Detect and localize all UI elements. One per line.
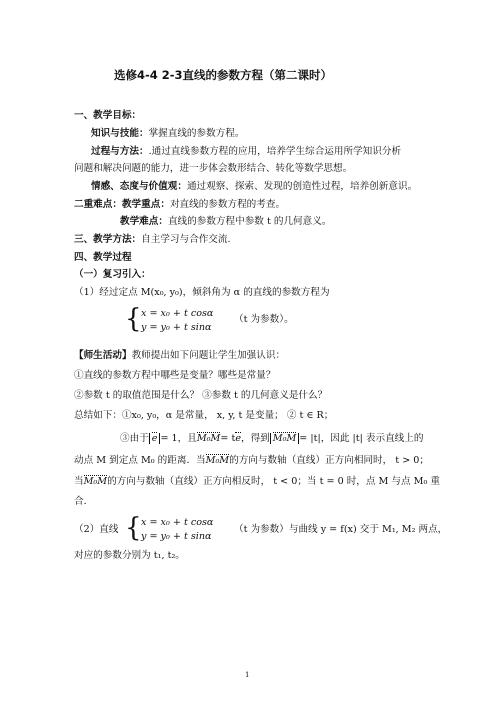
teaching-method-text: 自主学习与合作交流.	[141, 234, 231, 245]
page-number: 1	[245, 671, 250, 679]
ask-2: ②参数 t 的取值范围是什么？ ③参数 t 的几何意义是什么？	[74, 390, 328, 401]
equation-1-line-2: y = y₀ + t sinα	[141, 322, 212, 333]
summary-2-part-b: = 1，且	[160, 433, 197, 444]
question-1: （1）经过定点 M(x₀, y₀)，倾斜角为 α 的直线的参数方程为	[74, 287, 330, 298]
equation-1-line-1: x = x₀ + t cosα	[141, 308, 214, 319]
difficult-points	[120, 216, 331, 228]
vector-m0m-2: M₀M	[272, 433, 297, 444]
goal-process-label: 过程与方法：	[91, 146, 149, 157]
summary-2-part-d: ，得到	[241, 433, 270, 444]
equation-2-line-1: x = x₀ + t cosα	[141, 517, 214, 528]
goal-process-continued: 问题和解决问题的能力，进一步体会数形结合、转化等数学思想。	[74, 163, 353, 174]
left-brace-icon-2: {	[125, 513, 142, 543]
question-2-prefix: （2）直线	[74, 524, 119, 535]
summary-3-part-b: 的方向与数轴（直线）正方向相同时， t > 0；	[229, 455, 429, 466]
vector-m0m-4: M₀M	[83, 476, 108, 487]
key-points	[74, 199, 285, 211]
unit-vector-e-2: e	[235, 433, 241, 444]
summary-2-part-c: = t	[220, 433, 236, 444]
goal-knowledge	[91, 128, 245, 140]
activity	[74, 350, 285, 362]
goal-attitude-label: 情感、态度与价值观：	[91, 181, 187, 192]
goal-knowledge-text: 掌握直线的参数方程。	[148, 128, 245, 139]
goal-knowledge-label: 知识与技能：	[91, 128, 149, 139]
difficult-points-label: 教学难点：	[120, 216, 168, 227]
goal-process-text: .通过直线参数方程的应用，培养学生综合运用所学知识分析	[148, 146, 402, 157]
summary-line-2	[120, 433, 423, 445]
activity-label: 【师生活动】	[74, 350, 132, 361]
subsection-review: （一）复习引入：	[74, 269, 151, 280]
summary-2-part-a: ③由于	[120, 433, 149, 444]
summary-4-part-b: 的方向与数轴（直线）正方向相反时， t < 0；当 t = 0 时，点 M 与点 M₀ 重	[107, 476, 440, 487]
section-heading-process: 四、教学过程	[74, 252, 132, 263]
summary-4-prefix: 当	[74, 476, 84, 487]
vector-m0m-3: M₀M	[205, 455, 230, 466]
left-brace-icon: {	[125, 304, 142, 334]
question-2-text: （t 为参数）与曲线 y = f(x) 交于 M₁, M₂ 两点，	[234, 524, 448, 535]
equation-2-line-2: y = y₀ + t sinα	[141, 531, 212, 542]
activity-text: 教师提出如下问题让学生加强认识：	[131, 350, 286, 361]
summary-2-part-e: = |t|，因此 |t| 表示直线上的	[299, 433, 424, 444]
goal-attitude-text: 通过观察、探索、发现的创造性过程，培养创新意识。	[186, 181, 418, 192]
teaching-method-label: 三、教学方法：	[74, 234, 142, 245]
summary-line-5: 合．	[74, 496, 94, 507]
summary-3-part-a: 动点 M 到定点 M₀ 的距离．当	[74, 455, 206, 466]
summary-line-1: 总结如下：①x₀, y₀，α 是常量， x, y, t 是变量； ② t ∈ R；	[74, 410, 334, 421]
teaching-method	[74, 234, 231, 246]
difficult-points-text: 直线的参数方程中参数 t 的几何意义。	[167, 216, 332, 227]
summary-line-3	[74, 455, 429, 467]
goal-attitude	[91, 181, 417, 193]
page-title: 选修4-4 2-3直线的参数方程（第二课时）	[114, 68, 333, 82]
key-points-label: 二重难点：教学重点：	[74, 199, 170, 210]
ask-1: ①直线的参数方程中哪些是变量？哪些是常量？	[74, 370, 276, 381]
vector-m0m: M₀M	[196, 433, 221, 444]
section-heading-goals: 一、教学目标：	[74, 110, 142, 121]
key-points-text: 对直线的参数方程的考查。	[169, 199, 286, 210]
vector-magnitude	[270, 433, 300, 444]
goal-process	[91, 146, 401, 158]
summary-line-4	[74, 476, 440, 488]
unit-vector-magnitude	[149, 433, 161, 444]
unit-vector-e: e	[151, 433, 158, 444]
equation-1-note: （t 为参数）。	[234, 314, 294, 325]
question-2-continued: 对应的参数分别为 t₁, t₂。	[74, 550, 185, 561]
